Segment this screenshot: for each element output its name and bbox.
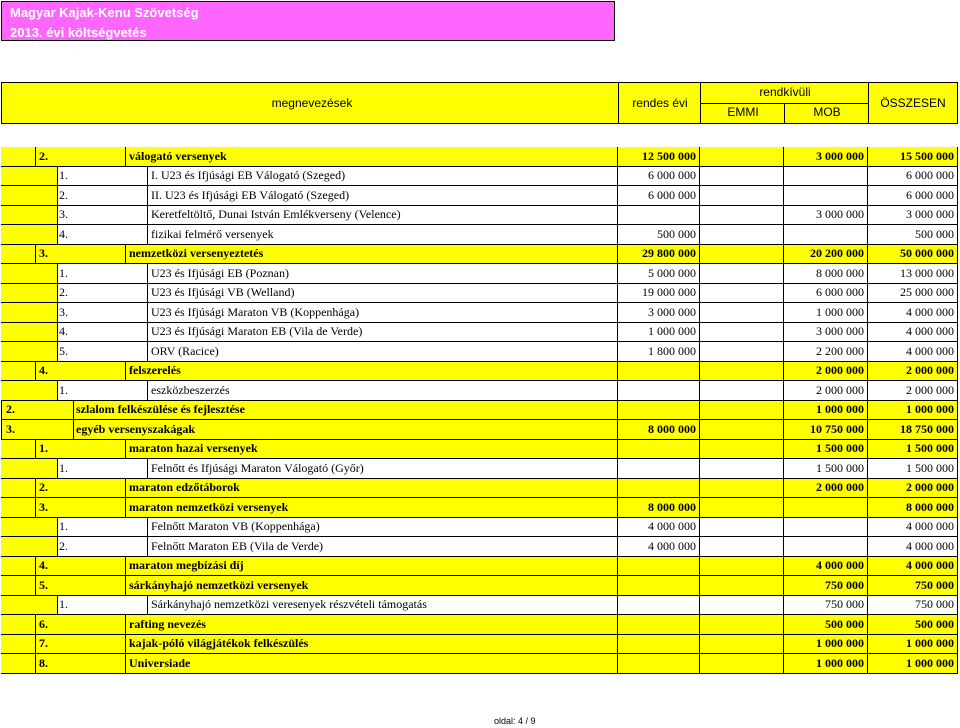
row-name: maraton megbízási díj <box>129 558 244 573</box>
row-mob: 2 000 000 <box>816 363 864 378</box>
row-emmi <box>700 498 783 517</box>
row-name: rafting nevezés <box>129 616 206 631</box>
row-total: 6 000 000 <box>906 168 954 183</box>
row-mob: 2 000 000 <box>816 480 864 495</box>
row-regular <box>618 557 699 576</box>
row-mob <box>784 537 867 556</box>
table-row <box>1 225 958 245</box>
row-emmi <box>700 654 783 673</box>
row-num: 3. <box>59 207 68 222</box>
row-regular: 1 000 000 <box>648 324 696 339</box>
row-mob: 500 000 <box>825 616 864 631</box>
row-emmi <box>700 479 783 498</box>
row-regular <box>618 401 699 420</box>
row-mob: 20 200 000 <box>810 246 864 261</box>
row-regular: 4 000 000 <box>648 538 696 553</box>
row-mob: 2 200 000 <box>816 343 864 358</box>
row-mob <box>784 518 867 537</box>
row-emmi <box>700 303 783 322</box>
row-total: 4 000 000 <box>906 538 954 553</box>
row-num: 1. <box>59 265 68 280</box>
row-name: fizikai felmérő versenyek <box>151 226 274 241</box>
row-num: 2. <box>59 538 68 553</box>
row-name: Felnőtt Maraton EB (Vila de Verde) <box>151 538 324 553</box>
row-total: 1 000 000 <box>906 636 954 651</box>
row-total: 4 000 000 <box>906 304 954 319</box>
row-total: 13 000 000 <box>900 265 954 280</box>
table-row <box>1 615 958 635</box>
row-mob: 8 000 000 <box>816 265 864 280</box>
row-num: 8. <box>39 655 48 670</box>
row-total: 750 000 <box>915 597 954 612</box>
row-emmi <box>700 635 783 654</box>
row-num: 6. <box>39 616 48 631</box>
row-emmi <box>700 362 783 381</box>
budget-year-title: 2013. évi költségvetés <box>10 25 147 40</box>
row-total: 750 000 <box>915 577 954 592</box>
row-mob: 1 000 000 <box>816 402 864 417</box>
row-name: felszerelés <box>129 363 181 378</box>
row-emmi <box>700 615 783 634</box>
row-total: 8 000 000 <box>906 499 954 514</box>
row-emmi <box>700 459 783 478</box>
row-emmi <box>700 323 783 342</box>
row-regular <box>618 362 699 381</box>
row-total: 6 000 000 <box>906 187 954 202</box>
row-emmi <box>700 401 783 420</box>
table-row <box>1 420 958 440</box>
row-total: 25 000 000 <box>900 285 954 300</box>
row-total: 4 000 000 <box>906 343 954 358</box>
row-regular <box>618 654 699 673</box>
row-name: kajak-póló világjátékok felkészülés <box>129 636 309 651</box>
row-name: Sárkányhajó nemzetközi veresenyek részvételi támogatás <box>151 597 427 612</box>
row-num: 7. <box>39 636 48 651</box>
row-name: nemzetközi versenyeztetés <box>129 246 264 261</box>
header-extra: rendkívüli <box>759 85 811 99</box>
row-mob <box>784 498 867 517</box>
table-row <box>1 479 958 499</box>
row-regular: 29 800 000 <box>642 246 696 261</box>
row-total: 4 000 000 <box>906 519 954 534</box>
document-title-box <box>1 1 615 41</box>
row-num: 4. <box>59 324 68 339</box>
row-num: 3. <box>6 421 15 436</box>
row-emmi <box>700 420 783 439</box>
header-name: megnevezések <box>271 96 353 110</box>
page-indicator: oldal: 4 / 9 <box>494 716 536 726</box>
row-total: 50 000 000 <box>900 246 954 261</box>
row-mob <box>784 167 867 186</box>
row-regular <box>618 615 699 634</box>
organization-name: Magyar Kajak-Kenu Szövetség <box>10 5 199 20</box>
row-regular: 19 000 000 <box>642 285 696 300</box>
table-row <box>1 264 958 284</box>
row-num: 2. <box>39 480 48 495</box>
row-total: 3 000 000 <box>906 207 954 222</box>
row-emmi <box>700 440 783 459</box>
row-regular: 6 000 000 <box>648 168 696 183</box>
row-mob: 6 000 000 <box>816 285 864 300</box>
row-num: 5. <box>39 577 48 592</box>
table-header <box>1 82 958 124</box>
row-num: 1. <box>59 168 68 183</box>
row-mob: 3 000 000 <box>816 148 864 163</box>
row-name: Universiade <box>129 655 191 670</box>
row-emmi <box>700 284 783 303</box>
row-total: 2 000 000 <box>906 480 954 495</box>
row-emmi <box>700 147 783 166</box>
row-emmi <box>700 576 783 595</box>
row-num: 2. <box>6 402 15 417</box>
row-name: U23 és Ifjúsági Maraton VB (Koppenhága) <box>151 304 360 319</box>
row-num: 1. <box>59 519 68 534</box>
row-num: 3. <box>39 246 48 261</box>
row-name: egyéb versenyszakágak <box>76 421 195 436</box>
row-emmi <box>700 264 783 283</box>
table-row <box>1 537 958 557</box>
table-row <box>1 342 958 362</box>
row-total: 18 750 000 <box>900 421 954 436</box>
row-regular: 4 000 000 <box>648 519 696 534</box>
row-num: 1. <box>59 460 68 475</box>
row-mob: 1 000 000 <box>816 655 864 670</box>
row-emmi <box>700 186 783 205</box>
row-num: 2. <box>59 285 68 300</box>
table-row <box>1 147 958 167</box>
table-row <box>1 596 958 616</box>
row-num: 4. <box>59 226 68 241</box>
row-mob: 1 000 000 <box>816 304 864 319</box>
row-mob: 2 000 000 <box>816 382 864 397</box>
row-regular <box>618 479 699 498</box>
table-row <box>1 557 958 577</box>
row-total: 500 000 <box>915 226 954 241</box>
row-name: Keretfeltöltő, Dunai István Emlékverseny (Velence) <box>151 207 401 222</box>
row-total: 1 500 000 <box>906 441 954 456</box>
row-regular: 500 000 <box>657 226 696 241</box>
row-name: U23 és Ifjúsági VB (Welland) <box>151 285 295 300</box>
row-total: 4 000 000 <box>906 558 954 573</box>
row-regular: 3 000 000 <box>648 304 696 319</box>
row-emmi <box>700 537 783 556</box>
row-total: 15 500 000 <box>900 148 954 163</box>
row-name: Felnőtt és Ifjúsági Maraton Válogató (Győr) <box>151 460 364 475</box>
row-num: 5. <box>59 343 68 358</box>
row-emmi <box>700 225 783 244</box>
row-name: U23 és Ifjúsági EB (Poznan) <box>151 265 289 280</box>
row-name: sárkányhajó nemzetközi versenyek <box>129 577 309 592</box>
row-regular <box>618 596 699 615</box>
row-regular: 8 000 000 <box>648 499 696 514</box>
row-mob: 750 000 <box>825 597 864 612</box>
table-row <box>1 323 958 343</box>
row-total: 500 000 <box>915 616 954 631</box>
row-regular <box>618 206 699 225</box>
header-emmi: EMMI <box>727 105 759 119</box>
row-num: 1. <box>59 382 68 397</box>
row-emmi <box>700 518 783 537</box>
budget-table <box>1 147 958 674</box>
row-num: 1. <box>59 597 68 612</box>
row-name: ORV (Racice) <box>151 343 219 358</box>
table-row <box>1 401 958 421</box>
table-row <box>1 459 958 479</box>
row-mob: 3 000 000 <box>816 207 864 222</box>
row-name: Felnőtt Maraton VB (Koppenhága) <box>151 519 320 534</box>
row-mob: 3 000 000 <box>816 324 864 339</box>
row-mob: 4 000 000 <box>816 558 864 573</box>
row-mob: 10 750 000 <box>810 421 864 436</box>
row-mob: 1 500 000 <box>816 460 864 475</box>
row-regular <box>618 459 699 478</box>
table-row <box>1 576 958 596</box>
row-regular: 1 800 000 <box>648 343 696 358</box>
row-regular: 12 500 000 <box>642 148 696 163</box>
row-total: 1 500 000 <box>906 460 954 475</box>
row-mob: 1 000 000 <box>816 636 864 651</box>
row-name: maraton hazai versenyek <box>129 441 258 456</box>
table-row <box>1 518 958 538</box>
row-mob: 1 500 000 <box>816 441 864 456</box>
table-row <box>1 245 958 265</box>
table-row <box>1 654 958 674</box>
row-regular: 6 000 000 <box>648 187 696 202</box>
row-total: 2 000 000 <box>906 382 954 397</box>
row-emmi <box>700 557 783 576</box>
row-mob <box>784 225 867 244</box>
row-num: 4. <box>39 363 48 378</box>
row-mob <box>784 186 867 205</box>
table-row <box>1 206 958 226</box>
table-row <box>1 284 958 304</box>
row-emmi <box>700 206 783 225</box>
header-mob: MOB <box>813 105 841 119</box>
table-row <box>1 303 958 323</box>
row-emmi <box>700 245 783 264</box>
row-regular <box>618 381 699 400</box>
table-row <box>1 167 958 187</box>
row-num: 3. <box>59 304 68 319</box>
row-total: 4 000 000 <box>906 324 954 339</box>
row-name: maraton nemzetközi versenyek <box>129 499 289 514</box>
table-row <box>1 381 958 401</box>
row-emmi <box>700 596 783 615</box>
row-total: 2 000 000 <box>906 363 954 378</box>
table-row <box>1 498 958 518</box>
row-total: 1 000 000 <box>906 402 954 417</box>
table-row <box>1 362 958 382</box>
row-regular: 5 000 000 <box>648 265 696 280</box>
table-row <box>1 635 958 655</box>
row-emmi <box>700 381 783 400</box>
row-regular <box>618 576 699 595</box>
row-num: 1. <box>39 441 48 456</box>
row-num: 4. <box>39 558 48 573</box>
row-regular <box>618 635 699 654</box>
row-emmi <box>700 167 783 186</box>
table-row <box>1 440 958 460</box>
row-name: I. U23 és Ifjúsági EB Válogató (Szeged) <box>151 168 346 183</box>
row-regular: 8 000 000 <box>648 421 696 436</box>
row-total: 1 000 000 <box>906 655 954 670</box>
row-name: szlalom felkészülése és fejlesztése <box>76 402 245 417</box>
row-name: II. U23 és Ifjúsági EB Válogató (Szeged) <box>151 187 350 202</box>
row-name: válogató versenyek <box>129 148 227 163</box>
row-num: 3. <box>39 499 48 514</box>
header-regular: rendes évi <box>632 96 688 110</box>
row-name: eszközbeszerzés <box>151 382 230 397</box>
row-num: 2. <box>59 187 68 202</box>
header-total: ÖSSZESEN <box>880 96 946 110</box>
row-mob: 750 000 <box>825 577 864 592</box>
row-name: maraton edzőtáborok <box>129 480 240 495</box>
table-row <box>1 186 958 206</box>
row-num: 2. <box>39 148 48 163</box>
row-name: U23 és Ifjúsági Maraton EB (Vila de Verde) <box>151 324 363 339</box>
row-emmi <box>700 342 783 361</box>
row-regular <box>618 440 699 459</box>
